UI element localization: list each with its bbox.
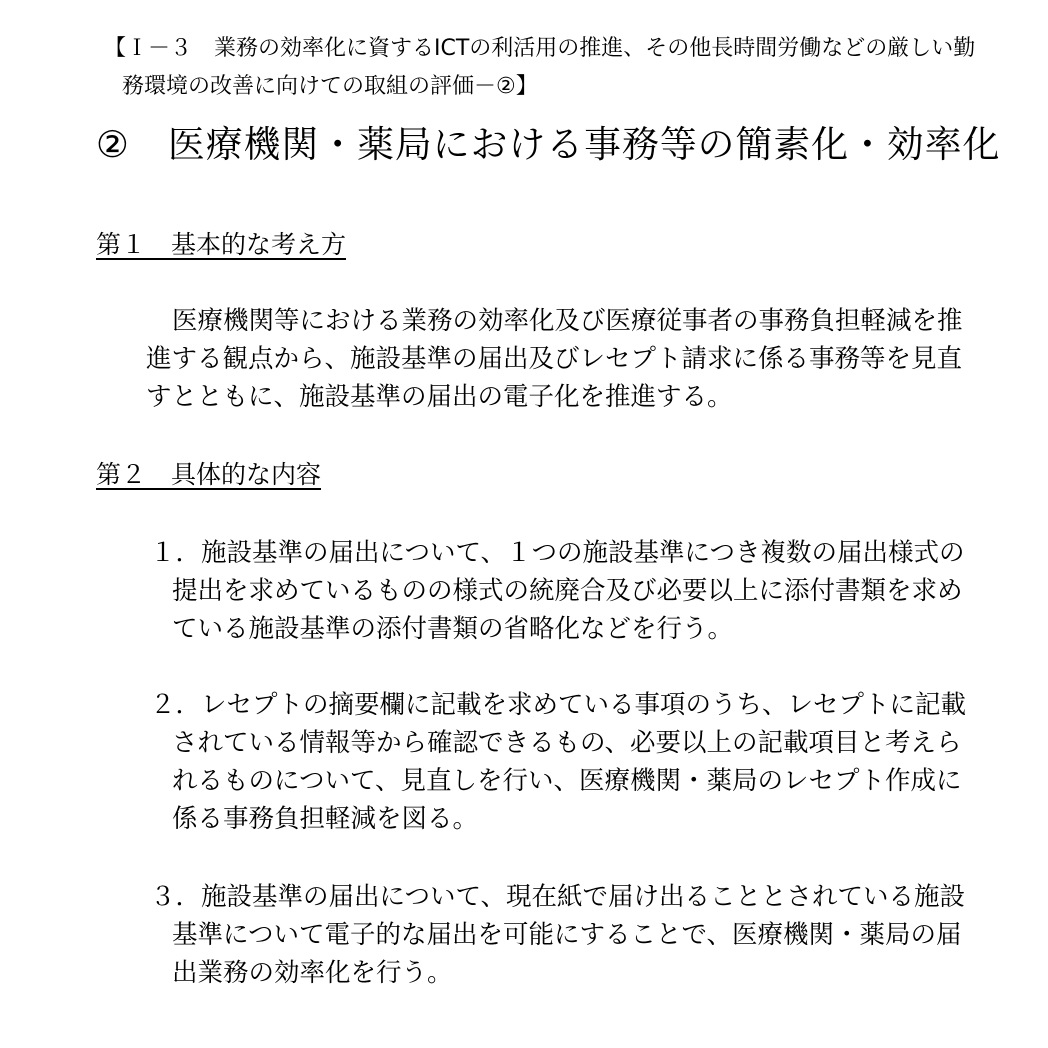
header-line-1: 【Ｉ－３ 業務の効率化に資するICTの利活用の推進、その他長時間労働などの厳しい勤 [104,36,976,61]
item1-line-2: 提出を求めているものの様式の統廃合及び必要以上に添付書類を求め [172,576,963,606]
item3-line-1: ３．施設基準の届出について、現在紙で届け出ることとされている施設 [150,882,965,912]
page-title: ② 医療機関・薬局における事務等の簡素化・効率化 [96,123,1001,166]
section-heading-basic-approach: 第１ 基本的な考え方 [96,230,347,259]
item1-line-3: ている施設基準の添付書類の省略化などを行う。 [172,614,734,644]
header-line-2: 務環境の改善に向けての取組の評価－②】 [122,74,538,99]
section1-line-1: 医療機関等における業務の効率化及び医療従事者の事務負担軽減を推 [172,306,963,336]
item3-line-2: 基準について電子的な届出を可能にすることで、医療機関・薬局の届 [172,920,962,950]
item2-line-1: ２．レセプトの摘要欄に記載を求めている事項のうち、レセプトに記載 [150,690,967,720]
item1-line-1: １．施設基準の届出について、１つの施設基準につき複数の届出様式の [150,538,965,568]
item2-line-2: されている情報等から確認できるもの、必要以上の記載項目と考えら [172,728,962,758]
section-heading-specific-content: 第２ 具体的な内容 [96,460,322,489]
item2-line-4: 係る事務負担軽減を図る。 [172,804,479,834]
section1-line-3: すとともに、施設基準の届出の電子化を推進する。 [146,382,733,412]
section1-line-2: 進する観点から、施設基準の届出及びレセプト請求に係る事務等を見直 [146,344,963,374]
item3-line-3: 出業務の効率化を行う。 [172,958,453,988]
item2-line-3: れるものについて、見直しを行い、医療機関・薬局のレセプト作成に [172,766,962,796]
